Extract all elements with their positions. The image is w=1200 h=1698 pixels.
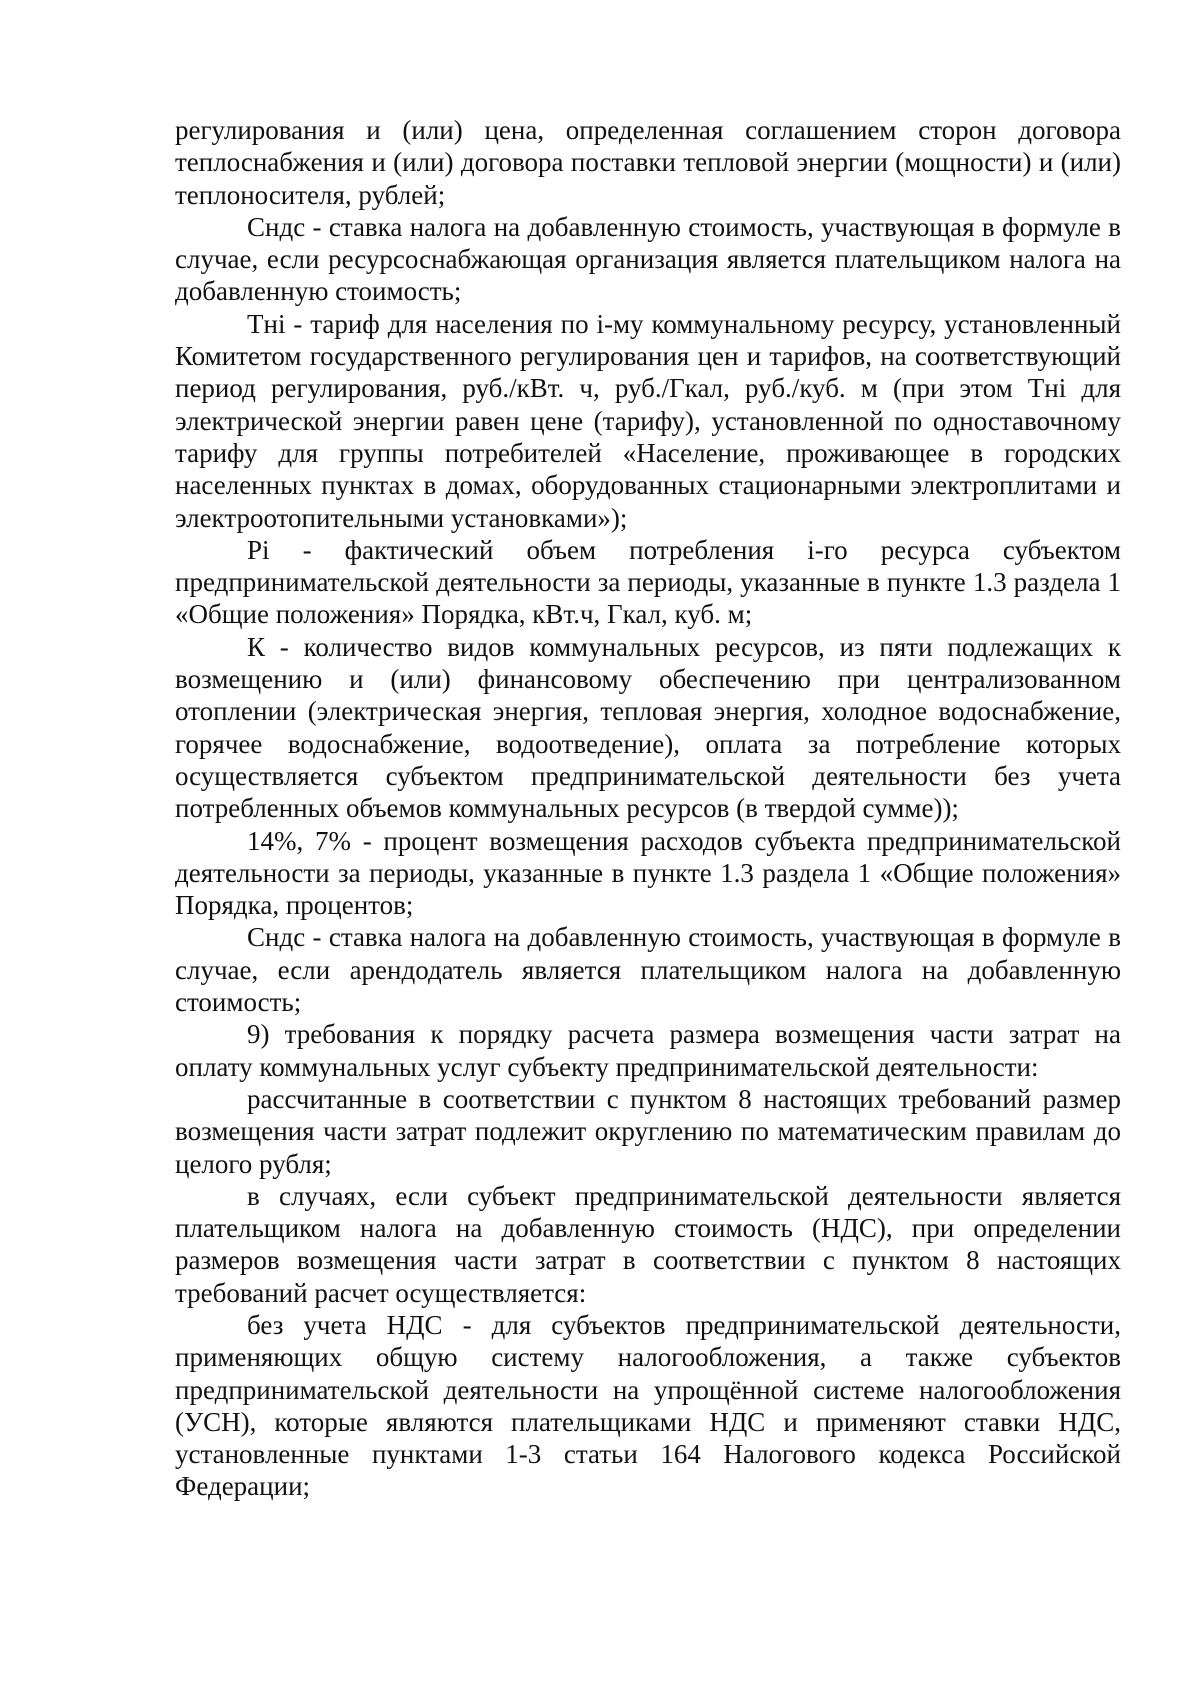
paragraph-reimbursement-percent: 14%, 7% - процент возмещения расходов субъекта предпринимательской деятельности за периоды, указанные в пункте 1.3 раздела 1 «Общие положения» Порядка, процентов; (175, 825, 1121, 921)
paragraph-resource-count: К - количество видов коммунальных ресурсов, из пяти подлежащих к возмещению и (или) финансовому обеспечению при централизованном отоплении (электрическая энергия, тепловая энергия, холодное водоснабжение, горячее водоснабжение, водоотведение), оплата за потребление которых осуществляется субъектом предпринимательской деятельности без учета потребленных объемов коммунальных ресурсов (в твердой сумме)); (175, 631, 1121, 824)
paragraph-rounding-rule: рассчитанные в соответствии с пунктом 8 настоящих требований размер возмещения части затрат подлежит округлению по математическим правилам до целого рубля; (175, 1083, 1121, 1179)
paragraph-vat-rate-supplier: Сндс - ставка налога на добавленную стоимость, участвующая в формуле в случае, если ресурсоснабжающая организация является плательщиком налога на добавленную стоимость; (175, 211, 1121, 307)
paragraph-without-vat: без учета НДС - для субъектов предпринимательской деятельности, применяющих общую систему налогообложения, а также субъектов предпринимательской деятельности на упрощённой системе налогообложения (УСН), которые являются плательщиками НДС и применяют ставки НДС, установленные пунктами 1-3 статьи 164 Налогового кодекса Российской Федерации; (175, 1309, 1121, 1502)
paragraph-item-9: 9) требования к порядку расчета размера возмещения части затрат на оплату коммунальных услуг субъекту предпринимательской деятельности: (175, 1019, 1121, 1082)
document-body (175, 114, 1121, 1503)
paragraph-continuation: регулирования и (или) цена, определенная соглашением сторон договора теплоснабжения и (или) договора поставки тепловой энергии (мощности) и (или) теплоносителя, рублей; (175, 115, 1121, 210)
paragraph-vat-rate-landlord: Сндс - ставка налога на добавленную стоимость, участвующая в формуле в случае, если арендодатель является плательщиком налога на добавленную стоимость; (175, 922, 1121, 1018)
paragraph-tariff-definition: Тнi - тариф для населения по i-му коммунальному ресурсу, установленный Комитетом государственного регулирования цен и тарифов, на соответствующий период регулирования, руб./кВт. ч, руб./Гкал, руб./куб. м (при этом Тнi для электрической энергии равен цене (тарифу), установленной по одноставочному тарифу для группы потребителей «Население, проживающее в городских населенных пунктах в домах, оборудованных стационарными электроплитами и электроотопительными установками»); (175, 308, 1121, 533)
paragraph-vat-payer-cases: в случаях, если субъект предпринимательской деятельности является плательщиком налога на добавленную стоимость (НДС), при определении размеров возмещения части затрат в соответствии с пунктом 8 настоящих требований расчет осуществляется: (175, 1180, 1121, 1308)
paragraph-consumption-volume: Рi - фактический объем потребления i-го ресурса субъектом предпринимательской деятельности за периоды, указанные в пункте 1.3 раздела 1 «Общие положения» Порядка, кВт.ч, Гкал, куб. м; (175, 534, 1121, 630)
